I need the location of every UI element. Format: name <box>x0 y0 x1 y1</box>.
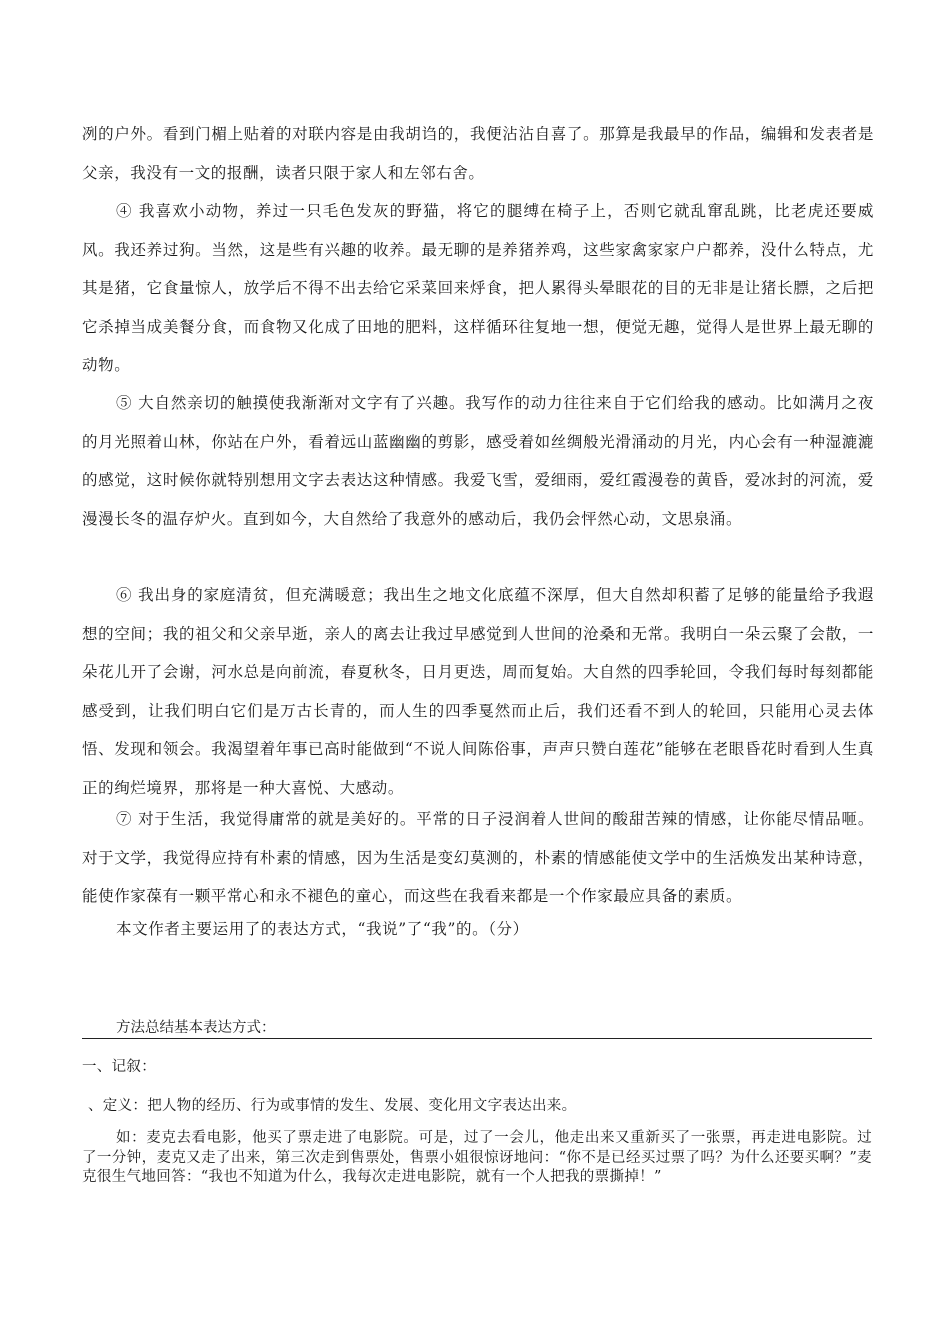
question-prompt: 本文作者主要运用了的表达方式，“我说”了“我”的。（分） <box>116 920 529 938</box>
method-example: 如：麦克去看电影，他买了票走进了电影院。可是，过了一会儿，他走出来又重新买了一张票，再走进电影院。过了一分钟，麦克又走了出来，第三次走到售票处，售票小姐很惊讶地问：“你不是已经买过票了吗？为什么还要买啊？”麦克很生气地回答：“我也不知道为什么，我每次走进电影院，就有一个人把我的票撕掉！” <box>82 1130 872 1185</box>
method-summary-heading-text: 方法总结基本表达方式： <box>116 1020 276 1036</box>
essay-paragraph-4: ④ 我喜欢小动物，养过一只毛色发灰的野猫，将它的腿缚在椅子上，否则它就乱窜乱跳，比老虎还要威风。我还养过狗。当然，这是些有兴趣的收养。最无聊的是养猪养鸡，这些家禽家家户户都养，没什么特点，尤其是猪，它食量惊人，放学后不得不出去给它采菜回来烀食，把人累得头晕眼花的目的无非是让猪长膘，之后把它杀掉当成美餐分食，而食物又化成了田地的肥料，这样循环往复地一想，便觉无趣，觉得人是世界上最无聊的动物。 <box>82 202 874 374</box>
method-definition: 、定义：把人物的经历、行为或事情的发生、发展、变化用文字表达出来。 <box>88 1098 577 1114</box>
essay-paragraph-5: ⑤ 大自然亲切的触摸使我渐渐对文字有了兴趣。我写作的动力往往来自于它们给我的感动。比如满月之夜的月光照着山林，你站在户外，看着远山蓝幽幽的剪影，感受着如丝绸般光滑涌动的月光，内心会有一种湿漉漉的感觉，这时候你就特别想用文字去表达这种情感。我爱飞雪，爱细雨，爱红霞漫卷的黄昏，爱冰封的河流，爱漫漫长冬的温存炉火。直到如今，大自然给了我意外的感动后，我仍会怦然心动，文思泉涌。 <box>82 394 874 528</box>
essay-paragraph-3-continued: 冽的户外。看到门楣上贴着的对联内容是由我胡诌的，我便沾沾自喜了。那算是我最早的作品，编辑和发表者是父亲，我没有一文的报酬，读者只限于家人和左邻右舍。 <box>82 125 874 182</box>
essay-paragraph-6: ⑥ 我出身的家庭清贫，但充满暖意；我出生之地文化底蕴不深厚，但大自然却积蓄了足够的能量给予我遐想的空间；我的祖父和父亲早逝，亲人的离去让我过早感觉到人世间的沧桑和无常。我明白一朵云聚了会散，一朵花儿开了会谢，河水总是向前流，春夏秋冬，日月更迭，周而复始。大自然的四季轮回，令我们每时每刻都能感受到，让我们明白它们是万古长青的，而人生的四季戛然而止后，我们还看不到人的轮回，只能用心灵去体悟、发现和领会。我渴望着年事已高时能做到“不说人间陈俗事，声声只赞白莲花”能够在老眼昏花时看到人生真正的绚烂境界，那将是一种大喜悦、大感动。 <box>82 586 874 797</box>
method-summary-heading <box>82 1018 872 1039</box>
essay-paragraph-7: ⑦ 对于生活，我觉得庸常的就是美好的。平常的日子浸润着人世间的酸甜苦辣的情感，让你能尽情品咂。对于文学，我觉得应持有朴素的情感，因为生活是变幻莫测的，朴素的情感能使文学中的生活焕发出某种诗意，能使作家葆有一颗平常心和永不褪色的童心，而这些在我看来都是一个作家最应具备的素质。 <box>82 810 874 905</box>
method-item-narration: 一、记叙： <box>82 1059 156 1075</box>
